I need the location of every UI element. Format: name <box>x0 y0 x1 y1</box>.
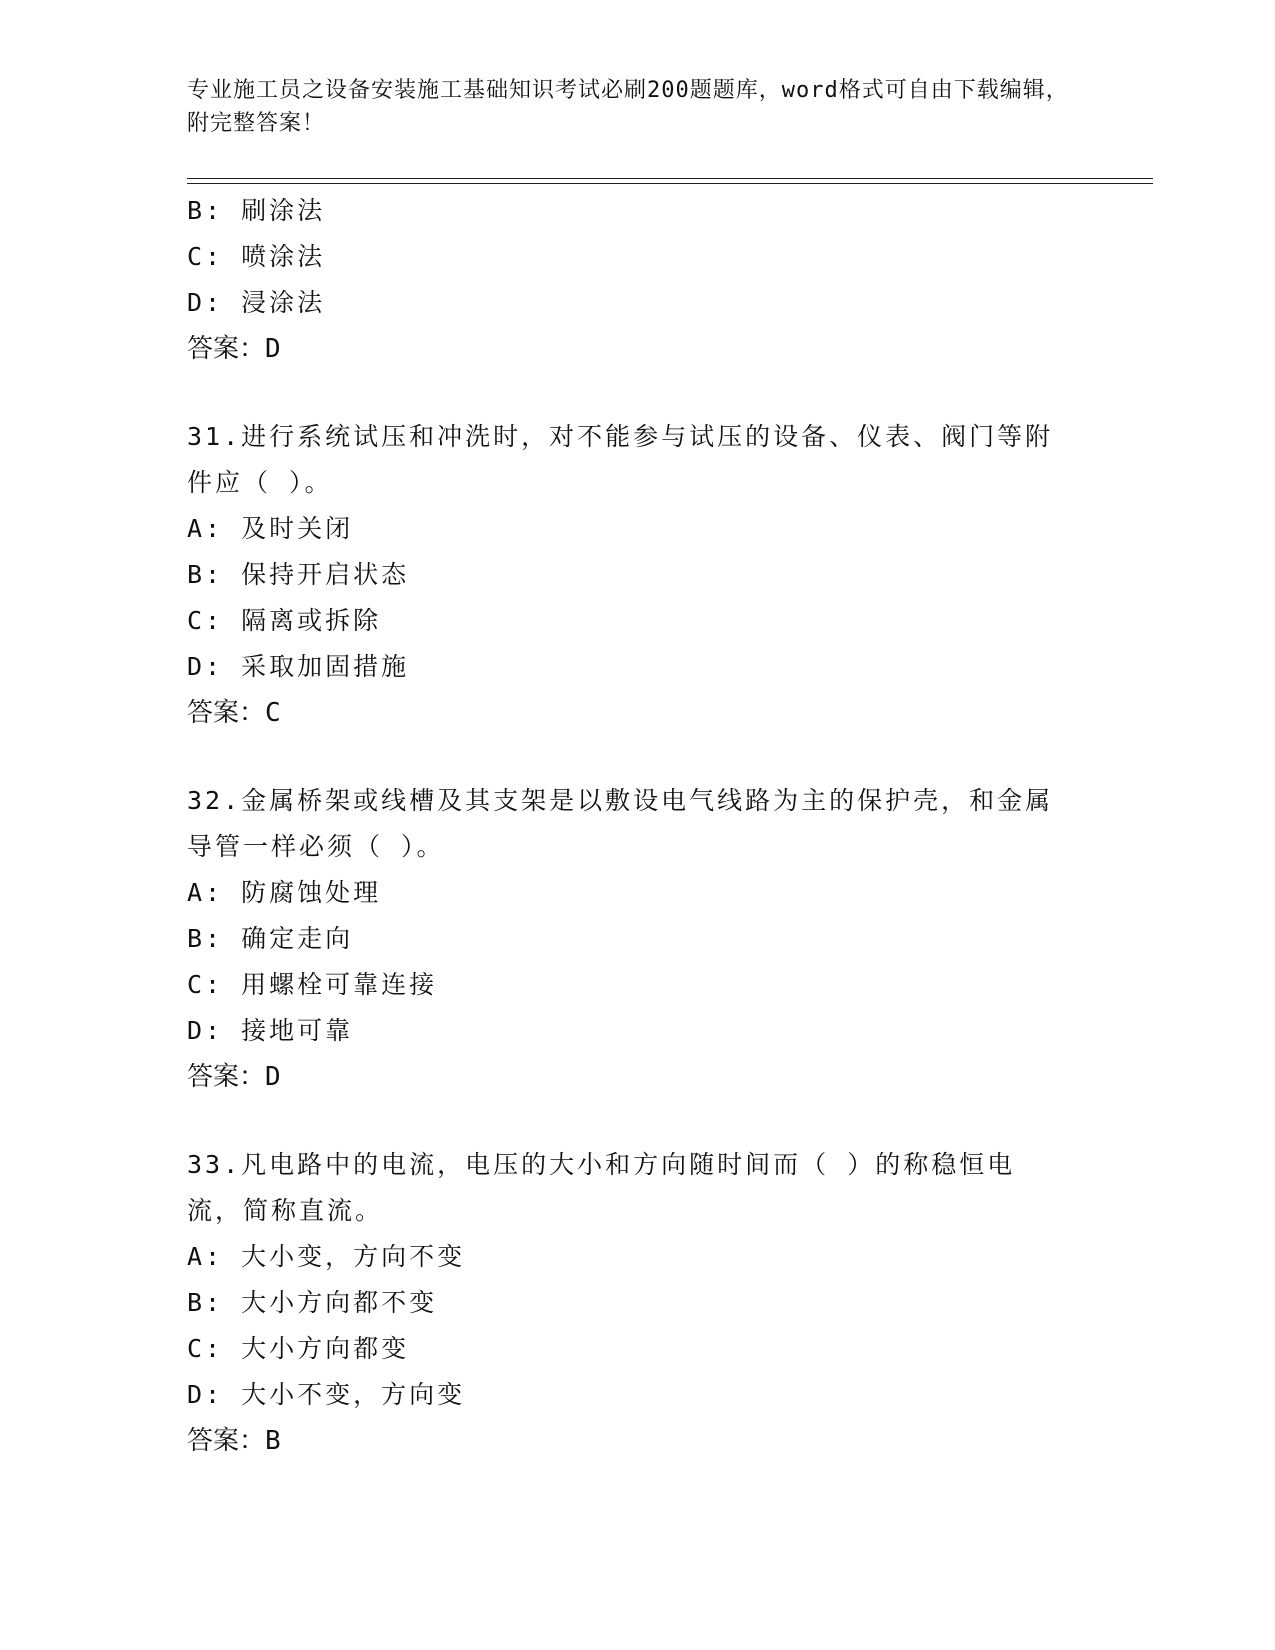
option-b: B: 刷涂法 <box>187 196 326 225</box>
answer-value: C <box>265 698 281 728</box>
document-header: 专业施工员之设备安装施工基础知识考试必刷200题题库，word格式可自由下载编辑，附完整答案！ <box>187 78 1069 136</box>
option-c: C: 隔离或拆除 <box>187 606 382 635</box>
question-stem: 31.进行系统试压和冲洗时，对不能参与试压的设备、仪表、阀门等附件应（ ）。 <box>187 422 1054 497</box>
option-b: B: 确定走向 <box>187 924 354 953</box>
option-c: C: 大小方向都变 <box>187 1334 410 1363</box>
question-stem: 33.凡电路中的电流，电压的大小和方向随时间而（ ）的称稳恒电流，简称直流。 <box>187 1150 1016 1225</box>
option-d: D: 大小不变，方向变 <box>187 1380 466 1409</box>
answer-label: 答案： <box>187 698 266 728</box>
question-stem: 32.金属桥架或线槽及其支架是以敷设电气线路为主的保护壳，和金属导管一样必须（ ）。 <box>187 786 1054 861</box>
answer-value: D <box>265 334 281 364</box>
option-a: A: 及时关闭 <box>187 514 354 543</box>
question-continued <box>187 188 1087 372</box>
answer-label: 答案： <box>187 1062 266 1092</box>
option-a: A: 防腐蚀处理 <box>187 878 382 907</box>
option-b: B: 保持开启状态 <box>187 560 410 589</box>
answer-line <box>187 690 1087 736</box>
option-d: D: 接地可靠 <box>187 1016 354 1045</box>
answer-value: B <box>265 1426 281 1456</box>
answer-line <box>187 1418 1087 1464</box>
option-c: C: 喷涂法 <box>187 242 326 271</box>
option-d: D: 采取加固措施 <box>187 652 410 681</box>
question-list <box>187 188 1087 1464</box>
answer-label: 答案： <box>187 1426 266 1456</box>
option-d: D: 浸涂法 <box>187 288 326 317</box>
question-31 <box>187 414 1087 736</box>
option-b: B: 大小方向都不变 <box>187 1288 438 1317</box>
option-c: C: 用螺栓可靠连接 <box>187 970 438 999</box>
question-32 <box>187 778 1087 1100</box>
answer-line <box>187 326 1087 372</box>
answer-value: D <box>265 1062 281 1092</box>
question-33 <box>187 1142 1087 1464</box>
option-a: A: 大小变，方向不变 <box>187 1242 466 1271</box>
header-divider <box>187 178 1153 184</box>
answer-line <box>187 1054 1087 1100</box>
answer-label: 答案： <box>187 334 266 364</box>
